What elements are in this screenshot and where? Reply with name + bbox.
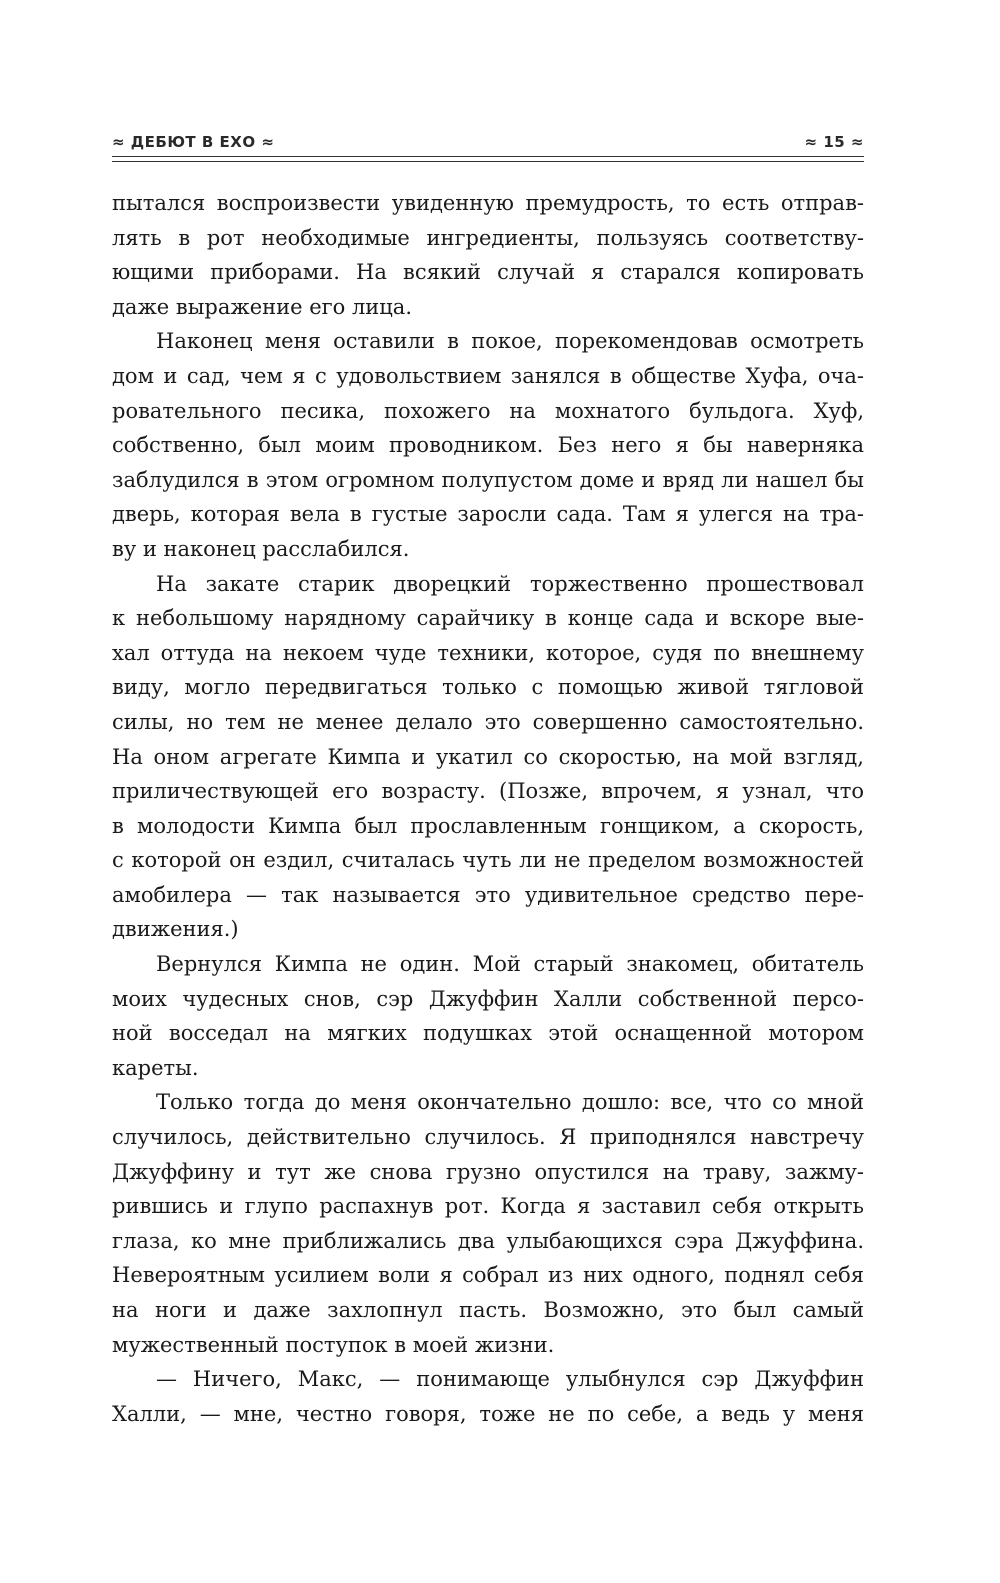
- text-line: ющими приборами. На всякий случай я старался копировать: [112, 260, 864, 285]
- text-line: собственно, был моим проводником. Без него я бы наверняка: [112, 433, 864, 458]
- text-line: глаза, ко мне приближались два улыбающихся сэра Джуффина.: [112, 1228, 864, 1253]
- text-line: На закате старик дворецкий торжественно прошествовал: [156, 571, 864, 596]
- text-line: рившись и глупо распахнув рот. Когда я заставил себя открыть: [112, 1194, 864, 1219]
- text-line: амобилера — так называется это удивительное средство пере-: [112, 882, 864, 907]
- book-title: ≈ ДЕБЮТ В ЕХО ≈: [112, 133, 275, 151]
- text-line: пытался воспроизвести увиденную премудрость, то есть отправ-: [112, 191, 864, 215]
- text-line: на ноги и даже захлопнул пасть. Возможно, это был самый: [112, 1298, 864, 1322]
- text-line: к небольшому нарядному сарайчику в конце сада и вскоре вые-: [112, 606, 864, 631]
- text-line: в молодости Кимпа был прославленным гонщиком, а скорость,: [112, 813, 864, 838]
- text-line: моих чудесных снов, сэр Джуффин Халли собственной персо-: [112, 986, 864, 1011]
- text-line: Только тогда до меня окончательно дошло: все, что со мной: [156, 1090, 864, 1115]
- text-line: — Ничего, Макс, — понимающе улыбнулся сэр Джуффин: [156, 1367, 864, 1392]
- text-line: заблудился в этом огромном полупустом доме и вряд ли нашел бы: [112, 467, 864, 492]
- text-line: дверь, которая вела в густые заросли сада. Там я улегся на тра-: [112, 502, 864, 527]
- text-line: приличествующей его возрасту. (Позже, впрочем, я узнал, что: [112, 779, 864, 804]
- running-head: [112, 130, 864, 154]
- text-line: Наконец меня оставили в покое, порекомендовав осмотреть: [156, 329, 864, 354]
- text-line: случилось, действительно случилось. Я приподнялся навстречу: [112, 1125, 864, 1150]
- text-line: Невероятным усилием воли я собрал из них одного, поднял себя: [112, 1263, 864, 1288]
- text-line: лять в рот необходимые ингредиенты, пользуясь соответству-: [112, 225, 864, 250]
- text-line: движения.): [112, 917, 239, 942]
- header-rule: [112, 156, 864, 162]
- text-line: виду, могло передвигаться только с помощью живой тягловой: [112, 675, 864, 700]
- text-line: хал оттуда на некоем чуде техники, которое, судя по внешнему: [112, 640, 864, 665]
- text-line: даже выражение его лица.: [112, 294, 412, 319]
- text-line: дом и сад, чем я с удовольствием занялся в обществе Хуфа, оча-: [112, 363, 864, 388]
- text-line: Вернулся Кимпа не один. Мой старый знакомец, обитатель: [156, 952, 864, 977]
- text-line: кареты.: [112, 1055, 199, 1080]
- text-line: силы, но тем не менее делало это совершенно самостоятельно.: [112, 709, 864, 734]
- page-number: ≈ 15 ≈: [804, 133, 864, 151]
- text-line: ровательного песика, похожего на мохнатого бульдога. Хуф,: [112, 398, 864, 423]
- text-line: мужественный поступок в моей жизни.: [112, 1332, 555, 1357]
- text-line: Халли, — мне, честно говоря, тоже не по себе, а ведь у меня: [112, 1401, 864, 1426]
- text-line: На оном агрегате Кимпа и укатил со скоростью, на мой взгляд,: [112, 744, 864, 769]
- text-line: ву и наконец расслабился.: [112, 536, 410, 561]
- body-text: [112, 186, 864, 1431]
- text-line: с которой он ездил, считалась чуть ли не пределом возможностей: [112, 848, 864, 873]
- text-line: ной восседал на мягких подушках этой оснащенной мотором: [112, 1021, 864, 1046]
- text-line: Джуффину и тут же снова грузно опустился на траву, зажму-: [112, 1159, 864, 1184]
